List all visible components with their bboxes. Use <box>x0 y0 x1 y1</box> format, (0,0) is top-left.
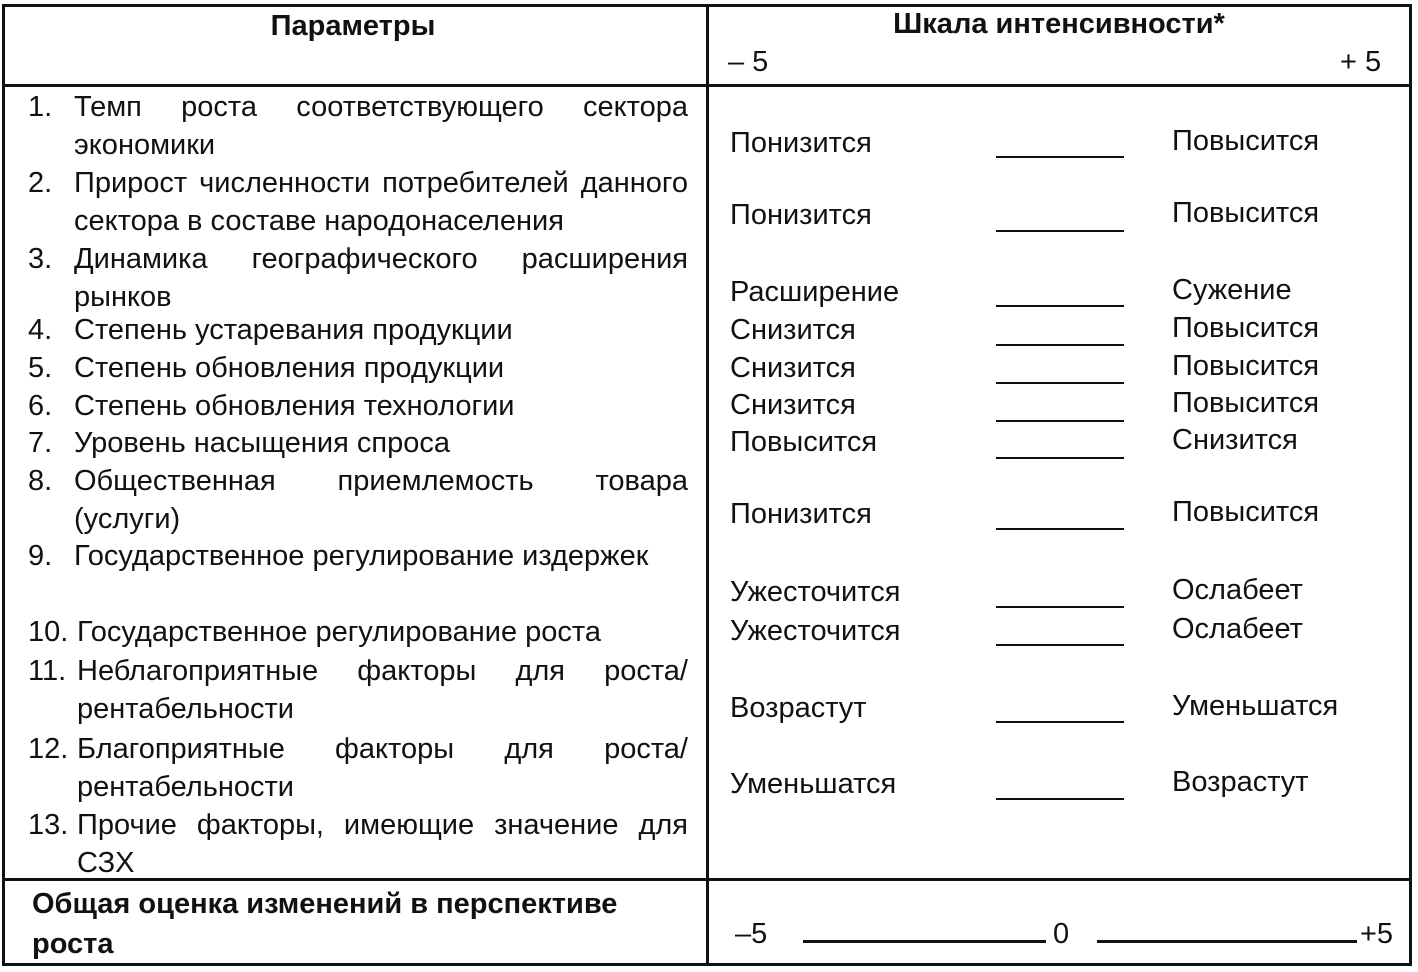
column-divider <box>706 4 709 966</box>
param-row <box>28 652 688 728</box>
param-row <box>28 387 688 425</box>
scale-right-label: Снизится <box>1172 424 1298 456</box>
param-text: Общественная приемлемость товара (услуги) <box>74 465 688 535</box>
total-scale-min: –5 <box>735 918 768 950</box>
scale-left-label: Снизится <box>730 389 856 421</box>
param-row <box>28 537 688 575</box>
param-text: Государственное регулирование издержек <box>74 540 649 572</box>
param-number: 11. <box>28 655 67 687</box>
param-text: Неблагоприятные факторы для роста/ рентабельности <box>77 655 688 725</box>
scale-left-label: Расширение <box>730 276 900 308</box>
param-number: 13. <box>28 809 69 841</box>
scale-left-label: Снизится <box>730 314 856 346</box>
scale-right-label: Ослабеет <box>1172 613 1303 645</box>
scale-left-label: Повысится <box>730 426 878 458</box>
scale-right-label: Ослабеет <box>1172 574 1303 606</box>
scale-left-label: Понизится <box>730 127 872 159</box>
param-text: Прирост численности потребителей данного сектора в составе народонаселения <box>74 167 688 237</box>
param-number: 1. <box>28 91 53 123</box>
param-text: Степень обновления технологии <box>74 390 515 422</box>
scale-right-label: Повысится <box>1172 312 1320 344</box>
param-row <box>28 349 688 387</box>
scale-left-label: Возрастут <box>730 692 867 724</box>
total-scale-max: +5 <box>1360 918 1394 950</box>
param-number: 12. <box>28 733 69 765</box>
rating-blank[interactable] <box>996 606 1124 608</box>
param-number: 9. <box>28 540 53 572</box>
rating-blank[interactable] <box>996 420 1124 422</box>
total-assessment-label: Общая оценка изменений в перспективе роста <box>32 888 618 960</box>
param-row <box>28 730 688 806</box>
scale-right-label: Повысится <box>1172 350 1320 382</box>
scale-right-label: Повысится <box>1172 387 1320 419</box>
param-row <box>28 311 688 349</box>
param-row <box>28 164 688 240</box>
param-text: Прочие факторы, имеющие значение для СЗХ <box>77 809 688 879</box>
total-scale-line-right <box>1097 940 1357 943</box>
param-number: 10. <box>28 616 69 648</box>
params-column-header: Параметры <box>270 10 436 42</box>
rating-blank[interactable] <box>996 156 1124 158</box>
scale-right-label: Сужение <box>1172 274 1292 306</box>
param-number: 6. <box>28 390 53 422</box>
rating-blank[interactable] <box>996 798 1124 800</box>
param-number: 4. <box>28 314 53 346</box>
param-number: 7. <box>28 427 53 459</box>
rating-blank[interactable] <box>996 305 1124 307</box>
param-text: Степень устаревания продукции <box>74 314 513 346</box>
scale-max-label: + 5 <box>1340 46 1382 78</box>
rating-blank[interactable] <box>996 457 1124 459</box>
scale-left-label: Снизится <box>730 352 856 384</box>
scale-right-label: Повысится <box>1172 125 1320 157</box>
param-text: Степень обновления продукции <box>74 352 505 384</box>
rating-blank[interactable] <box>996 382 1124 384</box>
scale-left-label: Понизится <box>730 199 872 231</box>
scale-left-label: Ужесточится <box>730 576 901 608</box>
param-row <box>28 88 688 164</box>
scale-min-label: – 5 <box>728 46 769 78</box>
rating-blank[interactable] <box>996 721 1124 723</box>
scale-right-label: Уменьшатся <box>1172 690 1339 722</box>
param-row <box>28 240 688 316</box>
scale-right-label: Повысится <box>1172 496 1320 528</box>
param-text: Динамика географического расширения рынков <box>74 243 688 313</box>
rating-blank[interactable] <box>996 230 1124 232</box>
param-number: 2. <box>28 167 53 199</box>
total-scale-line-left <box>803 940 1046 943</box>
total-scale-zero: 0 <box>1053 918 1070 950</box>
scale-right-label: Повысится <box>1172 197 1320 229</box>
param-text: Благоприятные факторы для роста/ рентабельности <box>77 733 688 803</box>
scale-left-label: Понизится <box>730 498 872 530</box>
param-number: 5. <box>28 352 53 384</box>
scale-right-label: Возрастут <box>1172 766 1309 798</box>
param-row <box>28 806 688 882</box>
param-text: Уровень насыщения спроса <box>74 427 450 459</box>
param-text: Государственное регулирование роста <box>77 616 601 648</box>
scale-column-header: Шкала интенсивности* <box>893 8 1225 40</box>
rating-blank[interactable] <box>996 644 1124 646</box>
param-row <box>28 462 688 538</box>
rating-blank[interactable] <box>996 344 1124 346</box>
param-row <box>28 424 688 462</box>
rating-blank[interactable] <box>996 528 1124 530</box>
param-row <box>28 613 688 651</box>
param-number: 3. <box>28 243 53 275</box>
scale-left-label: Ужесточится <box>730 615 901 647</box>
scale-left-label: Уменьшатся <box>730 768 897 800</box>
header-divider <box>2 84 1412 87</box>
param-text: Темп роста соответствующего сектора экономики <box>74 91 688 161</box>
param-number: 8. <box>28 465 53 497</box>
